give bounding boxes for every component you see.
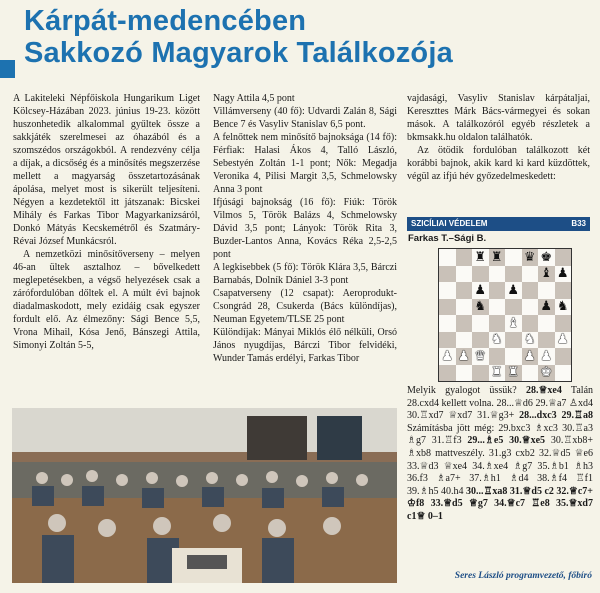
board-square: [505, 282, 522, 299]
notation-move: 29...♗e5 30.♕xe5: [467, 435, 546, 447]
board-square: [456, 348, 473, 365]
accent-bar: [0, 60, 15, 78]
board-square: [456, 282, 473, 299]
board-square: [505, 299, 522, 316]
notation-move: 28...dxc3 29.♖a8: [519, 410, 593, 422]
board-square: [472, 249, 489, 266]
board-square: [439, 315, 456, 332]
paragraph: A felnőttek nem minősítő bajnoksága (14 fő): Férfiak: Halasi Ákos 4, Talló László, Sebestyén Zoltán 1-1 pont; Nők: Megadja Veronika 4, Pilisi Margit 3,5, Schmelowsky Anna 3 pont: [213, 132, 397, 195]
white-king-icon: ♚: [540, 365, 553, 381]
board-square: [489, 348, 506, 365]
white-pawn-icon: ♟: [540, 348, 553, 364]
opening-name: SZICÍLIAI VÉDELEM: [411, 219, 488, 228]
board-square: [538, 332, 555, 349]
black-pawn-icon: ♟: [556, 266, 569, 282]
board-square: [505, 365, 522, 382]
paragraph: Nagy Attila 4,5 pont: [213, 93, 295, 104]
board-square: [456, 315, 473, 332]
white-pawn-icon: ♟: [441, 348, 454, 364]
board-square: [489, 315, 506, 332]
black-pawn-icon: ♟: [507, 282, 520, 298]
board-square: [489, 266, 506, 283]
board-square: [472, 348, 489, 365]
board-square: [439, 299, 456, 316]
black-pawn-icon: ♟: [540, 299, 553, 315]
board-square: [555, 249, 572, 266]
board-square: [505, 332, 522, 349]
board-square: [555, 299, 572, 316]
paragraph: A Lakiteleki Népfőiskola Hungarikum Liget Kölcsey-Házában 2023. június 19-23. között huszonhetedik alkalommal gyűltek össze a sakkjáték szerelmesei az óhazából és a szomszédos országokból. A rendezvény célja a díjak, a dicsőség és a minősítés megszerzése mellett a magyarság összetartozásának ápolása, melyet most is sikerült teljesíteni. Négyen a kezdetektől itt játszanak: Bicskei Mihály és Farkas Tibor Magyarkanizsáról, Donkó Mátyás Kecskemétről és Szatmáry-Révai József Munkácsról.: [13, 93, 200, 247]
board-square: [439, 266, 456, 283]
board-square: [439, 365, 456, 382]
column-2: [213, 92, 397, 365]
board-square: [555, 332, 572, 349]
notation-text: Melyik gyalogot üssük?: [407, 385, 526, 396]
board-square: [555, 266, 572, 283]
board-square: [555, 282, 572, 299]
paragraph: A legkisebbek (5 fő): Török Klára 3,5, Bárczi Barnabás, Dolník Dániel 3-3 pont: [213, 262, 397, 286]
board-square: [538, 249, 555, 266]
chess-board: [438, 248, 572, 382]
paragraph: Ifjúsági bajnokság (16 fő): Fiúk: Török Vilmos 5, Török Balázs 4, Schmelowsky Dávid 3,5 pont; Lányok: Török Rita 3, Buzder-Lantos Anna, Kovács Réka 2,5-2,5 pont: [213, 197, 397, 260]
board-square: [489, 249, 506, 266]
board-square: [456, 249, 473, 266]
white-pawn-icon: ♟: [556, 332, 569, 348]
author-credit: Seres László programvezető, főbíró: [454, 571, 592, 581]
board-square: [439, 282, 456, 299]
board-square: [439, 348, 456, 365]
white-queen-icon: ♛: [474, 348, 487, 364]
white-knight-icon: ♞: [523, 332, 536, 348]
paragraph: Különdíjak: Mányai Miklós élő nélküli, Orsó János nyugdíjas, Bárczi Tibor felvidéki, Wunder Tamás erdélyi, Farkas Tibor: [213, 327, 397, 364]
board-square: [555, 315, 572, 332]
paragraph: A nemzetközi minősítőverseny – melyen 46-an ültek asztalhoz – bővelkedett meglepetésekben, a végső helyezések csak a zárófordulóban dőltek el. A múlt évi bajnok diadalmaskodott, mely ezidáig csak egyszer fordult elő. Az élmezőny: Sági Bence 5,5, Vrona Mihail, Kósa Jenő, Bánszegi Attila, Simonyi Zoltán 5-5,: [13, 249, 200, 351]
board-square: [472, 282, 489, 299]
board-square: [522, 365, 539, 382]
board-square: [472, 299, 489, 316]
board-square: [505, 315, 522, 332]
board-square: [456, 365, 473, 382]
black-pawn-icon: ♟: [474, 282, 487, 298]
title-line-2: Sakkozó Magyarok Találkozója: [24, 37, 453, 69]
white-rook-icon: ♜: [490, 365, 503, 381]
board-square: [538, 315, 555, 332]
board-square: [538, 282, 555, 299]
game-notation: [407, 385, 593, 524]
tournament-photo: [12, 408, 397, 583]
board-square: [555, 365, 572, 382]
board-square: [538, 348, 555, 365]
board-square: [456, 299, 473, 316]
white-pawn-icon: ♟: [457, 348, 470, 364]
board-square: [538, 365, 555, 382]
black-knight-icon: ♞: [474, 299, 487, 315]
title-line-1: Kárpát-medencében: [24, 5, 307, 37]
board-square: [538, 266, 555, 283]
board-square: [522, 299, 539, 316]
board-square: [555, 348, 572, 365]
board-square: [522, 332, 539, 349]
white-knight-icon: ♞: [490, 332, 503, 348]
board-square: [489, 365, 506, 382]
notation-text: 30.♖xb8+ ♗xb8 mattveszély. 31.g3 cxb2 32.♕d5 ♕e6 33.♕d3 ♕xe4 34.♗xe4 ♗g7 35.♗b1 ♗h3 36.f3 ♗a7+ 37.♗h1 ♗d4 38.♗f4 ♖f1 39.♗h5 40.h4: [407, 435, 593, 497]
notation-text: Talán 28.cxd4 kellett volna. 28...♕d6 29.♕a7 ♙xd4 30.♖xd7 ♕xd7 31.♕g3+: [407, 385, 594, 422]
board-square: [505, 348, 522, 365]
article-title: [24, 5, 453, 69]
board-square: [439, 249, 456, 266]
board-square: [505, 249, 522, 266]
notation-move: 30...♖xa8 31.♕d5 c2 32.♕c7+ ♔f8 33.♕d5 ♕g7 34.♕c7 ♖e8 35.♕xd7 c1♕ 0–1: [407, 485, 593, 522]
board-square: [472, 266, 489, 283]
board-square: [489, 282, 506, 299]
board-square: [522, 282, 539, 299]
paragraph: vajdasági, Vasyliv Stanislav kárpátaljai, Kereszttes Márk Bács-vármegyei és sokan mások. A találkozóról egyéb részletek a bkmsakk.hu oldalon találhatók.: [407, 93, 590, 143]
paragraph: Villámverseny (40 fő): Udvardi Zalán 8, Sági Bence 7 és Vasyliv Stanislav 6,5 pont.: [213, 106, 397, 130]
notation-text: Számításba jött még: 29.bxc3 ♗xc3 30.♖a3 ♗g7 31.♖f3: [407, 422, 593, 447]
black-queen-icon: ♛: [523, 249, 536, 265]
black-rook-icon: ♜: [474, 249, 487, 265]
board-square: [522, 315, 539, 332]
board-square: [489, 299, 506, 316]
game-players: Farkas T.–Sági B.: [408, 233, 487, 244]
notation-move: 28.♕xe4: [525, 385, 562, 396]
diagram-header: [407, 217, 590, 231]
black-bishop-icon: ♝: [540, 266, 553, 282]
column-1: [13, 92, 200, 352]
eco-code: B33: [571, 219, 586, 228]
white-bishop-icon: ♝: [507, 315, 520, 331]
black-rook-icon: ♜: [490, 249, 503, 265]
board-square: [472, 315, 489, 332]
board-square: [522, 266, 539, 283]
paragraph: Az ötödik fordulóban találkozott két korábbi bajnok, akik kard ki kard küzdöttek, végül az ifjú hév győzedelmeskedett:: [407, 145, 590, 182]
board-square: [538, 299, 555, 316]
board-square: [439, 332, 456, 349]
black-king-icon: ♚: [540, 249, 553, 265]
white-rook-icon: ♜: [507, 365, 520, 381]
column-3: [407, 92, 590, 183]
board-square: [522, 249, 539, 266]
board-square: [472, 332, 489, 349]
white-pawn-icon: ♟: [523, 348, 536, 364]
board-square: [522, 348, 539, 365]
board-square: [505, 266, 522, 283]
board-square: [489, 332, 506, 349]
black-knight-icon: ♞: [556, 299, 569, 315]
board-square: [472, 365, 489, 382]
paragraph: Csapatverseny (12 csapat): Aeroprodukt-Csongrád 28, Csukerda (Bács különdíjas), Neuman Egyetem/TLSE 25 pont: [213, 288, 397, 325]
board-square: [456, 266, 473, 283]
board-square: [456, 332, 473, 349]
